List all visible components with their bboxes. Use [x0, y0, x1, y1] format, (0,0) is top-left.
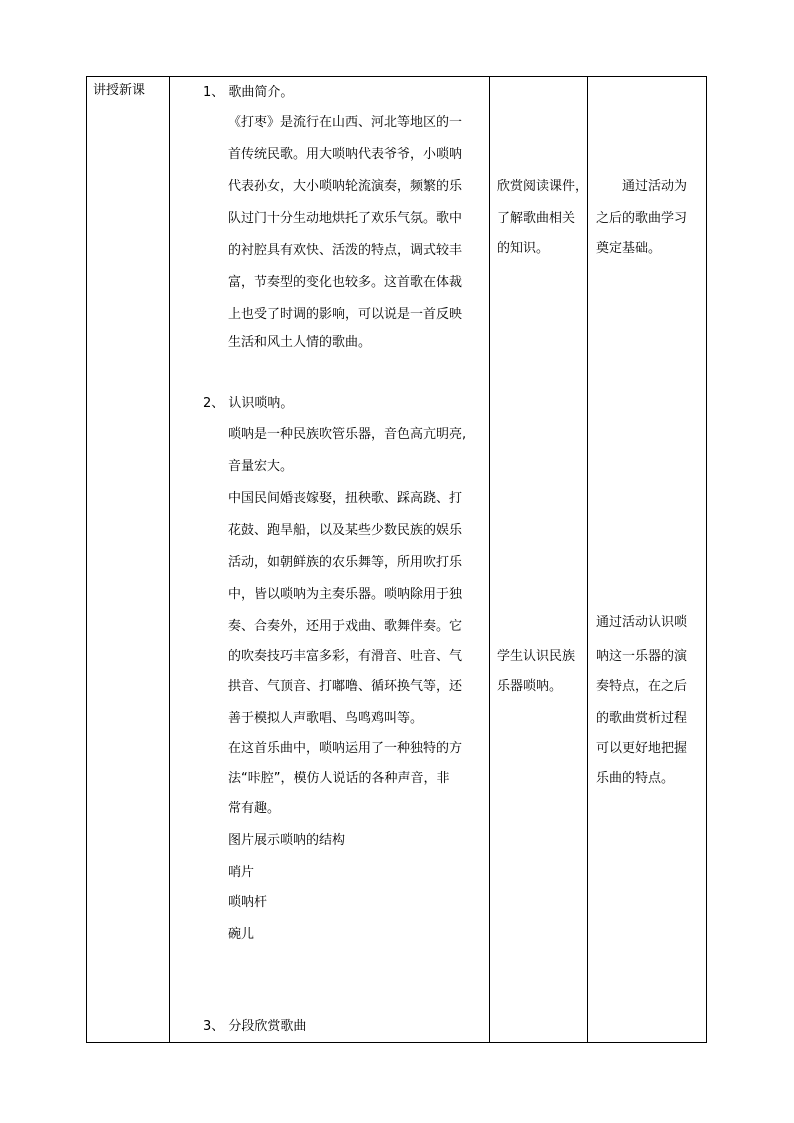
paragraph-line: 队过门十分生动地烘托了欢乐气氛。歌中 [228, 211, 463, 226]
section-2-heading: 2、 认识唢呐。 [203, 396, 294, 411]
purpose-line: 乐曲的特点。 [596, 771, 675, 786]
purpose-line: 奠定基础。 [596, 241, 662, 256]
paragraph-line: 善于模拟人声歌唱、鸟鸣鸡叫等。 [228, 711, 424, 726]
paragraph-line: 花鼓、跑旱船，以及某些少数民族的娱乐 [228, 523, 463, 538]
student-activity-line: 的知识。 [497, 241, 550, 256]
purpose-line: 奏特点，在之后 [596, 679, 688, 694]
paragraph-line: 唢呐是一种民族吹管乐器，音色高亢明亮, [228, 427, 467, 442]
row-header-cell: 讲授新课 [93, 83, 146, 98]
student-activity-line: 乐器唢呐。 [497, 679, 563, 694]
student-activity-line: 学生认识民族 [497, 649, 576, 664]
paragraph-line: 首传统民歌。用大唢呐代表爷爷，小唢呐 [228, 147, 463, 162]
paragraph-line: 富，节奏型的变化也较多。这首歌在体裁 [228, 275, 463, 290]
paragraph-line: 代表孙女，大小唢呐轮流演奏，频繁的乐 [228, 179, 463, 194]
paragraph-line: 碗儿 [228, 927, 255, 942]
column-divider [489, 77, 490, 1042]
paragraph-line: 的吹奏技巧丰富多彩，有滑音、吐音、气 [228, 649, 463, 664]
purpose-line: 通过活动为 [622, 179, 688, 194]
paragraph-line: 拱音、气顶音、打嘟噜、循环换气等，还 [228, 679, 463, 694]
paragraph-line: 奏、合奏外，还用于戏曲、歌舞伴奏。它 [228, 619, 463, 634]
paragraph-line: 常有趣。 [228, 801, 281, 816]
purpose-line: 可以更好地把握 [596, 741, 688, 756]
section-1-heading: 1、 歌曲简介。 [203, 85, 294, 100]
paragraph-line: 唢呐杆 [228, 895, 268, 910]
paragraph-line: 中国民间婚丧嫁娶，扭秧歌、踩高跷、打 [228, 491, 463, 506]
section-3-heading: 3、 分段欣赏歌曲 [203, 1019, 307, 1034]
purpose-line: 的歌曲赏析过程 [596, 711, 688, 726]
paragraph-line: 在这首乐曲中，唢呐运用了一种独特的方 [228, 741, 463, 756]
paragraph-line: 上也受了时调的影响，可以说是一首反映 [228, 307, 463, 322]
column-divider [169, 77, 170, 1042]
paragraph-line: 哨片 [228, 865, 255, 880]
student-activity-line: 了解歌曲相关 [497, 211, 576, 226]
paragraph-line: 的衬腔具有欢快、活泼的特点，调式较丰 [228, 243, 463, 258]
paragraph-line: 生活和风土人情的歌曲。 [228, 335, 372, 350]
paragraph-line: 图片展示唢呐的结构 [228, 833, 346, 848]
purpose-line: 呐这一乐器的演 [596, 649, 688, 664]
paragraph-line: 音量宏大。 [228, 459, 294, 474]
purpose-line: 之后的歌曲学习 [596, 211, 688, 226]
paragraph-line: 《打枣》是流行在山西、河北等地区的一 [228, 115, 463, 130]
paragraph-line: 法“咔腔”，模仿人说话的各种声音，非 [228, 771, 450, 786]
paragraph-line: 活动，如朝鲜族的农乐舞等，所用吹打乐 [228, 555, 463, 570]
column-divider [587, 77, 588, 1042]
student-activity-line: 欣赏阅读课件， [497, 179, 589, 194]
purpose-line: 通过活动认识唢 [596, 615, 688, 630]
paragraph-line: 中，皆以唢呐为主奏乐器。唢呐除用于独 [228, 587, 463, 602]
